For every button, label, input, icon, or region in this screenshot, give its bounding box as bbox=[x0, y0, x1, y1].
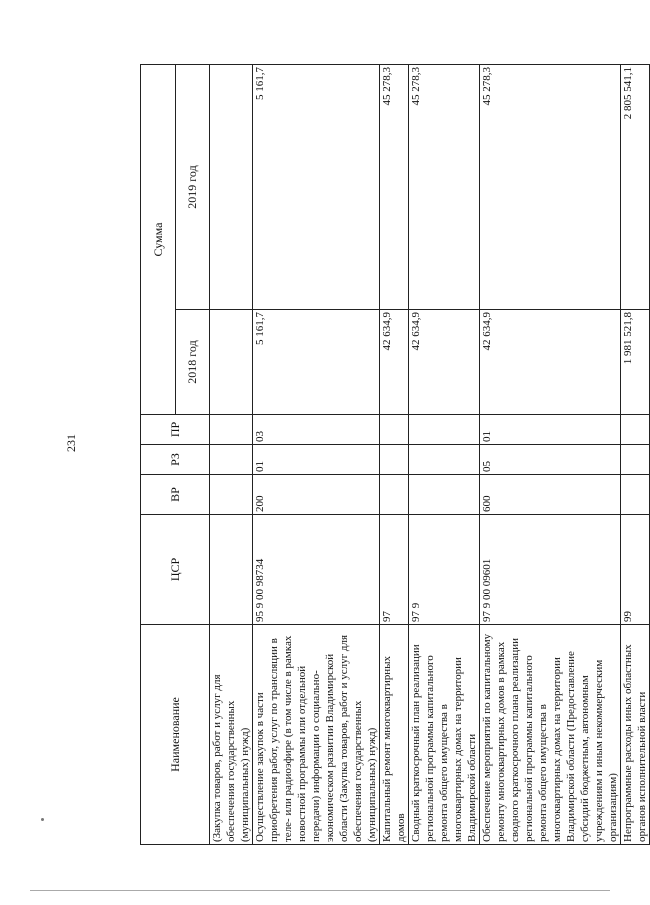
row-2019: 45 278,3 bbox=[380, 64, 409, 309]
row-vr bbox=[380, 475, 409, 515]
row-vr: 200 bbox=[253, 475, 380, 515]
row-csr: 97 bbox=[380, 515, 409, 625]
row-csr: 99 bbox=[621, 515, 650, 625]
table-row bbox=[380, 64, 409, 844]
row-pr: 01 bbox=[480, 415, 621, 445]
header-csr: ЦСР bbox=[141, 515, 210, 625]
row-rz: 01 bbox=[253, 445, 380, 475]
row-pr: 03 bbox=[253, 415, 380, 445]
row-rz: 05 bbox=[480, 445, 621, 475]
row-2018: 1 981 521,8 bbox=[621, 310, 650, 415]
table-row bbox=[253, 64, 380, 844]
row-vr bbox=[210, 475, 253, 515]
row-rz bbox=[380, 445, 409, 475]
row-2019: 5 161,7 bbox=[253, 64, 380, 309]
scan-speck bbox=[41, 818, 44, 821]
row-2018: 42 634,9 bbox=[380, 310, 409, 415]
header-vr: ВР bbox=[141, 475, 210, 515]
row-csr: 97 9 bbox=[409, 515, 480, 625]
row-rz bbox=[409, 445, 480, 475]
row-name: Капитальный ремонт многоквартирных домов bbox=[380, 625, 409, 845]
row-2019: 45 278,3 bbox=[409, 64, 480, 309]
header-pr: ПР bbox=[141, 415, 210, 445]
header-2018: 2018 год bbox=[175, 310, 210, 415]
row-2019: 45 278,3 bbox=[480, 64, 621, 309]
row-csr: 97 9 00 09601 bbox=[480, 515, 621, 625]
table-row bbox=[409, 64, 480, 844]
row-name: Осуществление закупок в части приобретения работ, услуг по трансляции в теле- или радиоэфире (в том числе в рамках новостной программы или отдельной передачи) информации о социально-экономическом развитии Владимирской области (Закупка товаров, работ и услуг для обеспечения государственных (муниципальных) нужд) bbox=[253, 625, 380, 845]
row-2018 bbox=[210, 310, 253, 415]
row-vr bbox=[409, 475, 480, 515]
row-csr bbox=[210, 515, 253, 625]
row-name: Обеспечение мероприятий по капитальному ремонту многоквартирных домов в рамках сводного краткосрочного плана реализации региональной программы капитального ремонта общего имущества в многоквартирных домах на территории Владимирской области (Предоставление субсидий бюджетным, автономным учреждениям и иным некоммерческим организациям) bbox=[480, 625, 621, 845]
table-row bbox=[480, 64, 621, 844]
budget-table-page bbox=[140, 65, 648, 845]
row-csr: 95 9 00 98734 bbox=[253, 515, 380, 625]
row-2019 bbox=[210, 64, 253, 309]
header-name: Наименование bbox=[141, 625, 210, 845]
row-name: Сводный краткосрочный план реализации региональной программы капитального ремонта общего имущества в многоквартирных домах на территории Владимирской области bbox=[409, 625, 480, 845]
row-rz bbox=[621, 445, 650, 475]
row-vr bbox=[621, 475, 650, 515]
row-pr bbox=[210, 415, 253, 445]
row-pr bbox=[380, 415, 409, 445]
budget-table bbox=[140, 64, 650, 845]
row-name: Непрограммные расходы иных областных органов исполнительной власти bbox=[621, 625, 650, 845]
row-2018: 5 161,7 bbox=[253, 310, 380, 415]
header-rz: РЗ bbox=[141, 445, 210, 475]
table-row bbox=[621, 64, 650, 844]
row-rz bbox=[210, 445, 253, 475]
row-2019: 2 805 541,1 bbox=[621, 64, 650, 309]
header-2019: 2019 год bbox=[175, 64, 210, 309]
row-2018: 42 634,9 bbox=[480, 310, 621, 415]
table-row bbox=[210, 64, 253, 844]
row-vr: 600 bbox=[480, 475, 621, 515]
scan-edge-line bbox=[30, 890, 610, 891]
row-name: (Закупка товаров, работ и услуг для обеспечения государственных (муниципальных) нужд) bbox=[210, 625, 253, 845]
page-number: 231 bbox=[64, 434, 78, 452]
row-2018: 42 634,9 bbox=[409, 310, 480, 415]
row-pr bbox=[621, 415, 650, 445]
row-pr bbox=[409, 415, 480, 445]
header-sum: Сумма bbox=[141, 64, 176, 414]
